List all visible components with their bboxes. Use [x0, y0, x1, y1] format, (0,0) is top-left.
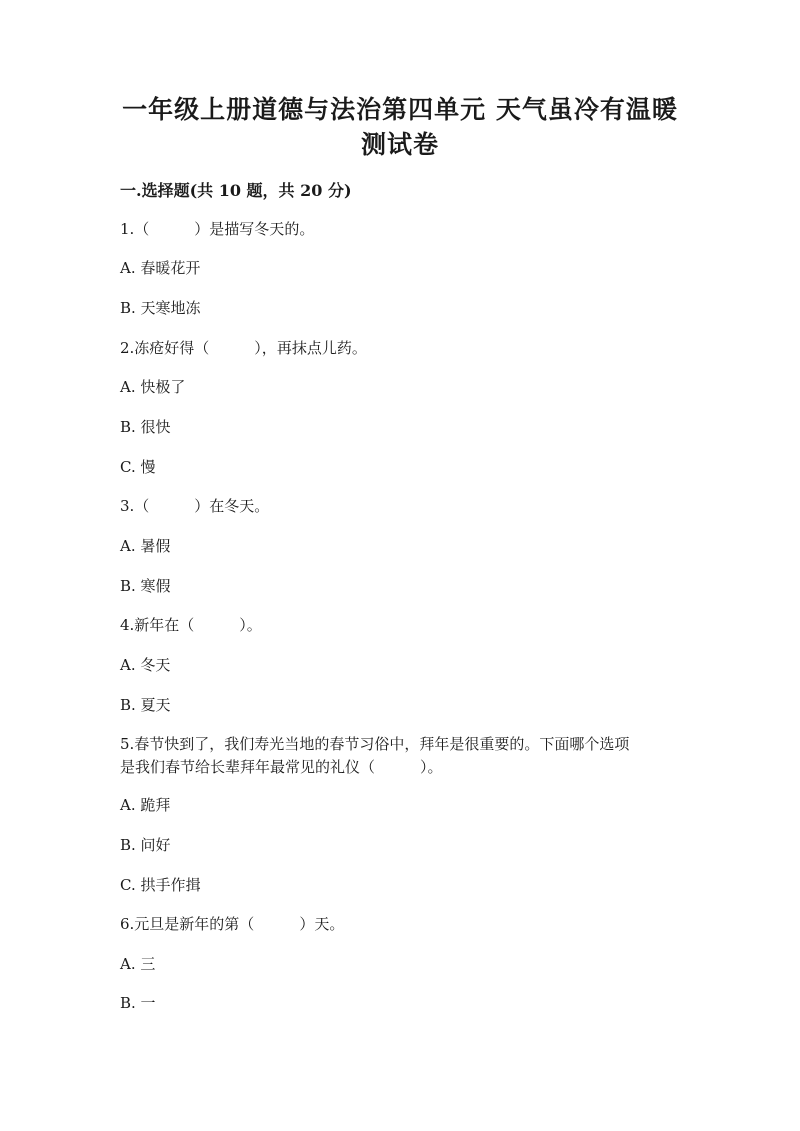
- question-5-stem-line-2: 是我们春节给长辈拜年最常见的礼仪（ ）。: [120, 758, 443, 776]
- question-2-stem: 2.冻疮好得（ ），再抹点儿药。: [120, 339, 367, 357]
- page-title-line-1: 一年级上册道德与法治第四单元 天气虽冷有温暖: [122, 95, 678, 124]
- question-6-stem: 6.元旦是新年的第（ ）天。: [120, 915, 345, 933]
- question-5-option-b: B. 问好: [120, 836, 171, 854]
- question-3-option-b: B. 寒假: [120, 577, 171, 595]
- question-4-stem: 4.新年在（ ）。: [120, 616, 262, 634]
- question-5-stem-line-1: 5.春节快到了，我们寿光当地的春节习俗中，拜年是很重要的。下面哪个选项: [120, 735, 630, 753]
- question-2-option-a: A. 快极了: [120, 378, 186, 396]
- question-2-option-c: C. 慢: [120, 458, 156, 476]
- question-5-option-c: C. 拱手作揖: [120, 876, 201, 894]
- question-2-option-b: B. 很快: [120, 418, 171, 436]
- question-5-option-a: A. 跪拜: [120, 796, 171, 814]
- question-3-option-a: A. 暑假: [120, 537, 171, 555]
- question-1-option-b: B. 天寒地冻: [120, 299, 201, 317]
- question-4-option-a: A. 冬天: [120, 656, 171, 674]
- question-6-option-b: B. 一: [120, 994, 156, 1012]
- question-1-stem: 1.（ ）是描写冬天的。: [120, 220, 315, 238]
- question-6-option-a: A. 三: [120, 955, 156, 973]
- section-heading: 一.选择题(共 10 题，共 20 分): [120, 181, 352, 200]
- question-1-option-a: A. 春暖花开: [120, 259, 201, 277]
- question-4-option-b: B. 夏天: [120, 696, 171, 714]
- question-3-stem: 3.（ ）在冬天。: [120, 497, 270, 515]
- page-title-line-2: 测试卷: [360, 130, 439, 159]
